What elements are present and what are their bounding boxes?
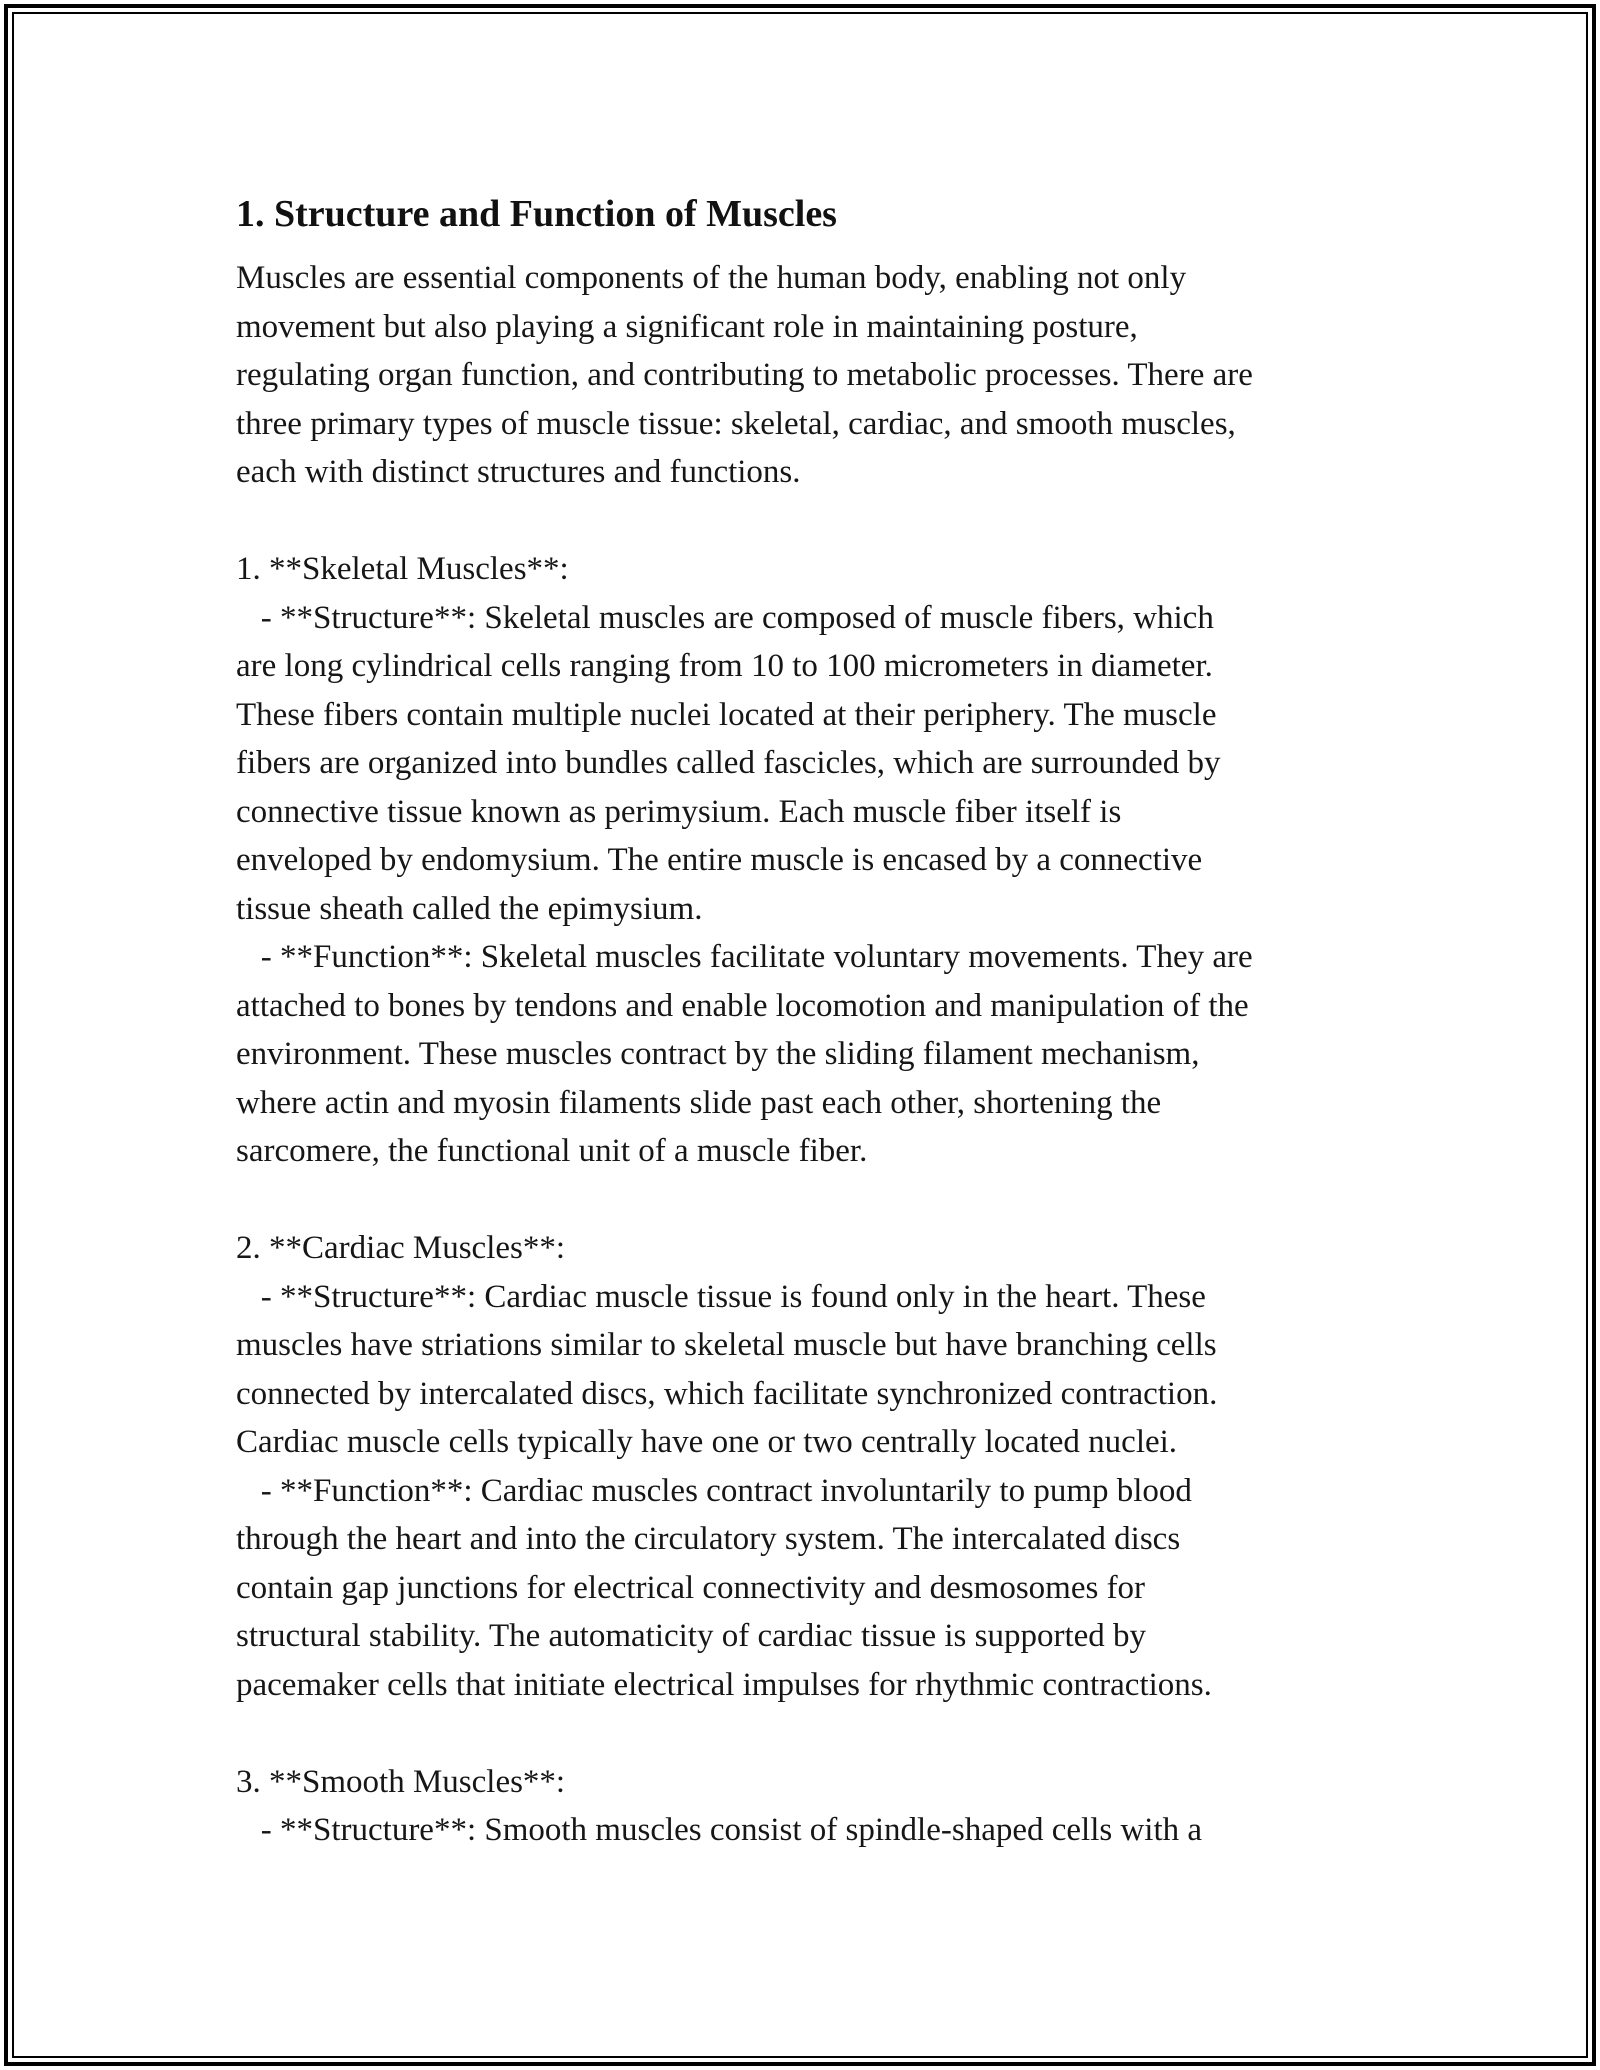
section-heading: 1. Structure and Function of Muscles <box>236 193 837 235</box>
document-content <box>236 186 1386 1855</box>
section-body-text: Muscles are essential components of the human body, enabling not only movement but also playing a significant role in maintaining posture, regulating organ function, and contributing to metabolic processes. There are three primary types of muscle tissue: skeletal, cardiac, and smooth muscles, each with distinct structures and functions. 1. **Skeletal Muscles**: - **Structure**: Skeletal muscles are composed of muscle fibers, which are long cylindrical cells ranging from 10 to 100 micrometers in diameter. These fibers contain multiple nuclei located at their periphery. The muscle fibers are organized into bundles called fascicles, which are surrounded by connective tissue known as perimysium. Each muscle fiber itself is enveloped by endomysium. The entire muscle is encased by a connective tissue sheath called the epimysium. - **Function**: Skeletal muscles facilitate voluntary movements. They are attached to bones by tendons and enable locomotion and manipulation of the environment. These muscles contract by the sliding filament mechanism, where actin and myosin filaments slide past each other, shortening the sarcomere, the functional unit of a muscle fiber. 2. **Cardiac Muscles**: - **Structure**: Cardiac muscle tissue is found only in the heart. These muscles have striations similar to skeletal muscle but have branching cells connected by intercalated discs, which facilitate synchronized contraction. Cardiac muscle cells typically have one or two centrally located nuclei. - **Function**: Cardiac muscles contract involuntarily to pump blood through the heart and into the circulatory system. The intercalated discs contain gap junctions for electrical connectivity and desmosomes for structural stability. The automaticity of cardiac tissue is supported by pacemaker cells that initiate electrical impulses for rhythmic contractions. 3. **Smooth Muscles**: - **Structure**: Smooth muscles consist of spindle-shaped cells with a <box>236 260 1253 1848</box>
